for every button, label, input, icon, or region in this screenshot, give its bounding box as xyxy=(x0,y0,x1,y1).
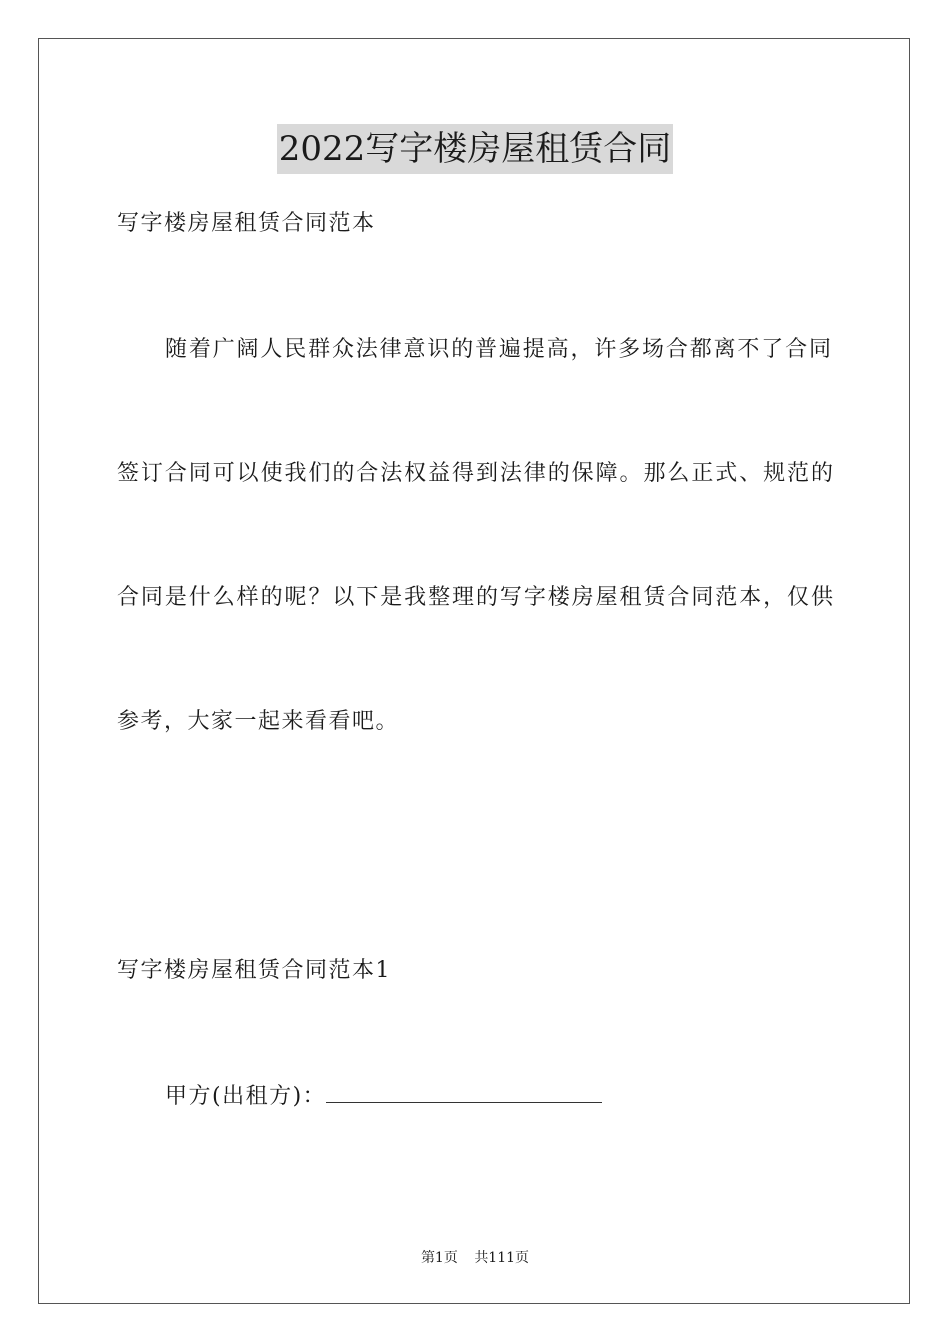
paragraph-line-4: 参考，大家一起来看看吧。 xyxy=(117,709,400,734)
page-number: 第1页 xyxy=(420,1250,458,1266)
page-total: 共111页 xyxy=(474,1250,530,1266)
paragraph-line-1: 随着广阔人民群众法律意识的普遍提高，许多场合都离不了合同 xyxy=(165,337,831,362)
party-a-row xyxy=(165,1082,602,1112)
party-a-label: 甲方(出租方)： xyxy=(165,1084,327,1109)
paragraph-line-3: 合同是什么样的呢？以下是我整理的写字楼房屋租赁合同范本，仅供 xyxy=(117,585,833,610)
section-heading: 写字楼房屋租赁合同范本1 xyxy=(117,958,391,983)
document-title: 2022写字楼房屋租赁合同 xyxy=(277,124,674,174)
page-footer xyxy=(0,1248,950,1268)
document-subtitle: 写字楼房屋租赁合同范本 xyxy=(117,211,376,236)
paragraph-line-2: 签订合同可以使我们的合法权益得到法律的保障。那么正式、规范的 xyxy=(117,461,833,486)
party-a-blank-line xyxy=(326,1082,602,1103)
title-container xyxy=(0,124,950,174)
